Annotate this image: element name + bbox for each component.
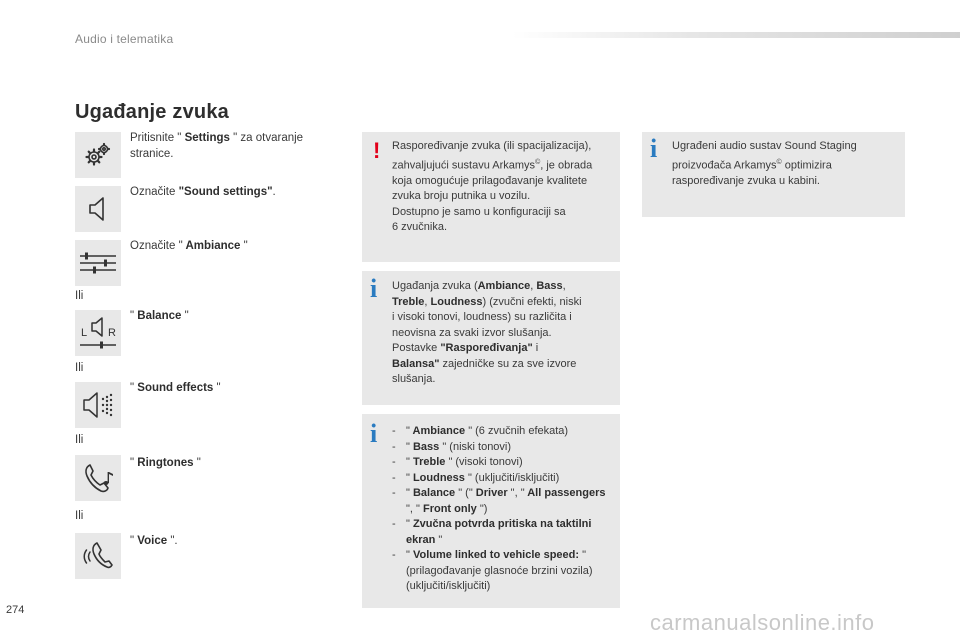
settings-icon-box bbox=[75, 132, 121, 178]
sound-staging-note-text: Ugrađeni audio sustav Sound Staging proizvođača Arkamys© optimizira raspoređivanje zvuka u kabini. bbox=[672, 140, 857, 187]
sound-staging-note bbox=[642, 132, 905, 217]
or-label: Ili bbox=[75, 434, 84, 446]
warning-note bbox=[362, 132, 620, 262]
svg-text:R: R bbox=[108, 327, 116, 339]
settings-gears-icon bbox=[83, 140, 113, 170]
page-number: 274 bbox=[6, 604, 25, 616]
ambiance-icon-box bbox=[75, 240, 121, 286]
voice-phone-icon bbox=[81, 539, 115, 573]
step-ringtones-text: " Ringtones " bbox=[130, 457, 201, 469]
watermark: carmanualsonline.info bbox=[650, 610, 875, 635]
step-settings-text: Pritisnite " Settings " za otvaranje stranice. bbox=[130, 132, 304, 160]
sound-settings-icon-box bbox=[75, 186, 121, 232]
info-icon: i bbox=[370, 274, 378, 303]
list-item: - " Zvučna potvrda pritiska na taktilni ekran " bbox=[392, 518, 592, 546]
balance-speaker-icon bbox=[78, 315, 118, 351]
sound-effects-icon-box bbox=[75, 382, 121, 428]
step-balance-text: " Balance " bbox=[130, 310, 189, 322]
or-label: Ili bbox=[75, 362, 84, 374]
list-item: - " Balance " (" Driver ", " All passengers ", " Front only ") bbox=[392, 487, 606, 515]
list-item: - " Treble " (visoki tonovi) bbox=[392, 456, 523, 468]
section-title: Audio i telematika bbox=[75, 32, 174, 46]
step-ambiance-text: Označite " Ambiance " bbox=[130, 240, 248, 252]
voice-icon-box bbox=[75, 533, 121, 579]
or-label: Ili bbox=[75, 290, 84, 302]
step-voice-text: " Voice ". bbox=[130, 535, 178, 547]
header-bar bbox=[512, 32, 960, 38]
speaker-effects-icon bbox=[78, 388, 118, 422]
warning-icon: ! bbox=[373, 138, 381, 163]
list-item: - " Ambiance " (6 zvučnih efekata) bbox=[392, 425, 569, 437]
step-sound-effects-text: " Sound effects " bbox=[130, 382, 221, 394]
settings-list bbox=[392, 424, 612, 595]
ringtones-icon-box bbox=[75, 455, 121, 501]
balance-icon-box bbox=[75, 310, 121, 356]
page-heading: Ugađanje zvuka bbox=[75, 101, 229, 123]
settings-list-note bbox=[362, 414, 620, 608]
equalizer-sliders-icon bbox=[78, 248, 118, 278]
or-label: Ili bbox=[75, 510, 84, 522]
warning-note-text: Raspoređivanje zvuka (ili spacijalizacija), zahvaljujući sustavu Arkamys©, je obrada koja omogućuje prilagođavanje kvalitete zvuka broju putnika u vozilu. Dostupno je samo u konfiguraciji sa 6 zvučnika. bbox=[392, 140, 593, 234]
sound-settings-info-note bbox=[362, 271, 620, 405]
sound-settings-info-text: Ugađanja zvuka (Ambiance, Bass, Treble, Loudness) (zvučni efekti, niski i visoki tonovi, loudness) su različita i neovisna za svaki izvor slušanja. Postavke "Raspoređivanja" i Balansa" zajedničke su za sve izvore slušanja. bbox=[392, 280, 582, 385]
svg-text:L: L bbox=[81, 327, 88, 339]
info-icon: i bbox=[370, 419, 378, 448]
list-item: - " Bass " (niski tonovi) bbox=[392, 440, 512, 453]
info-icon: i bbox=[650, 134, 658, 163]
speaker-icon bbox=[85, 194, 111, 224]
list-item: - " Loudness " (uključiti/isključiti) bbox=[392, 471, 560, 484]
step-sound-settings-text: Označite "Sound settings". bbox=[130, 186, 276, 198]
phone-ringtone-icon bbox=[81, 461, 115, 495]
list-item: - " Volume linked to vehicle speed: " (prilagođavanje glasnoće brzini vozila) (uključiti/isključiti) bbox=[392, 549, 593, 592]
